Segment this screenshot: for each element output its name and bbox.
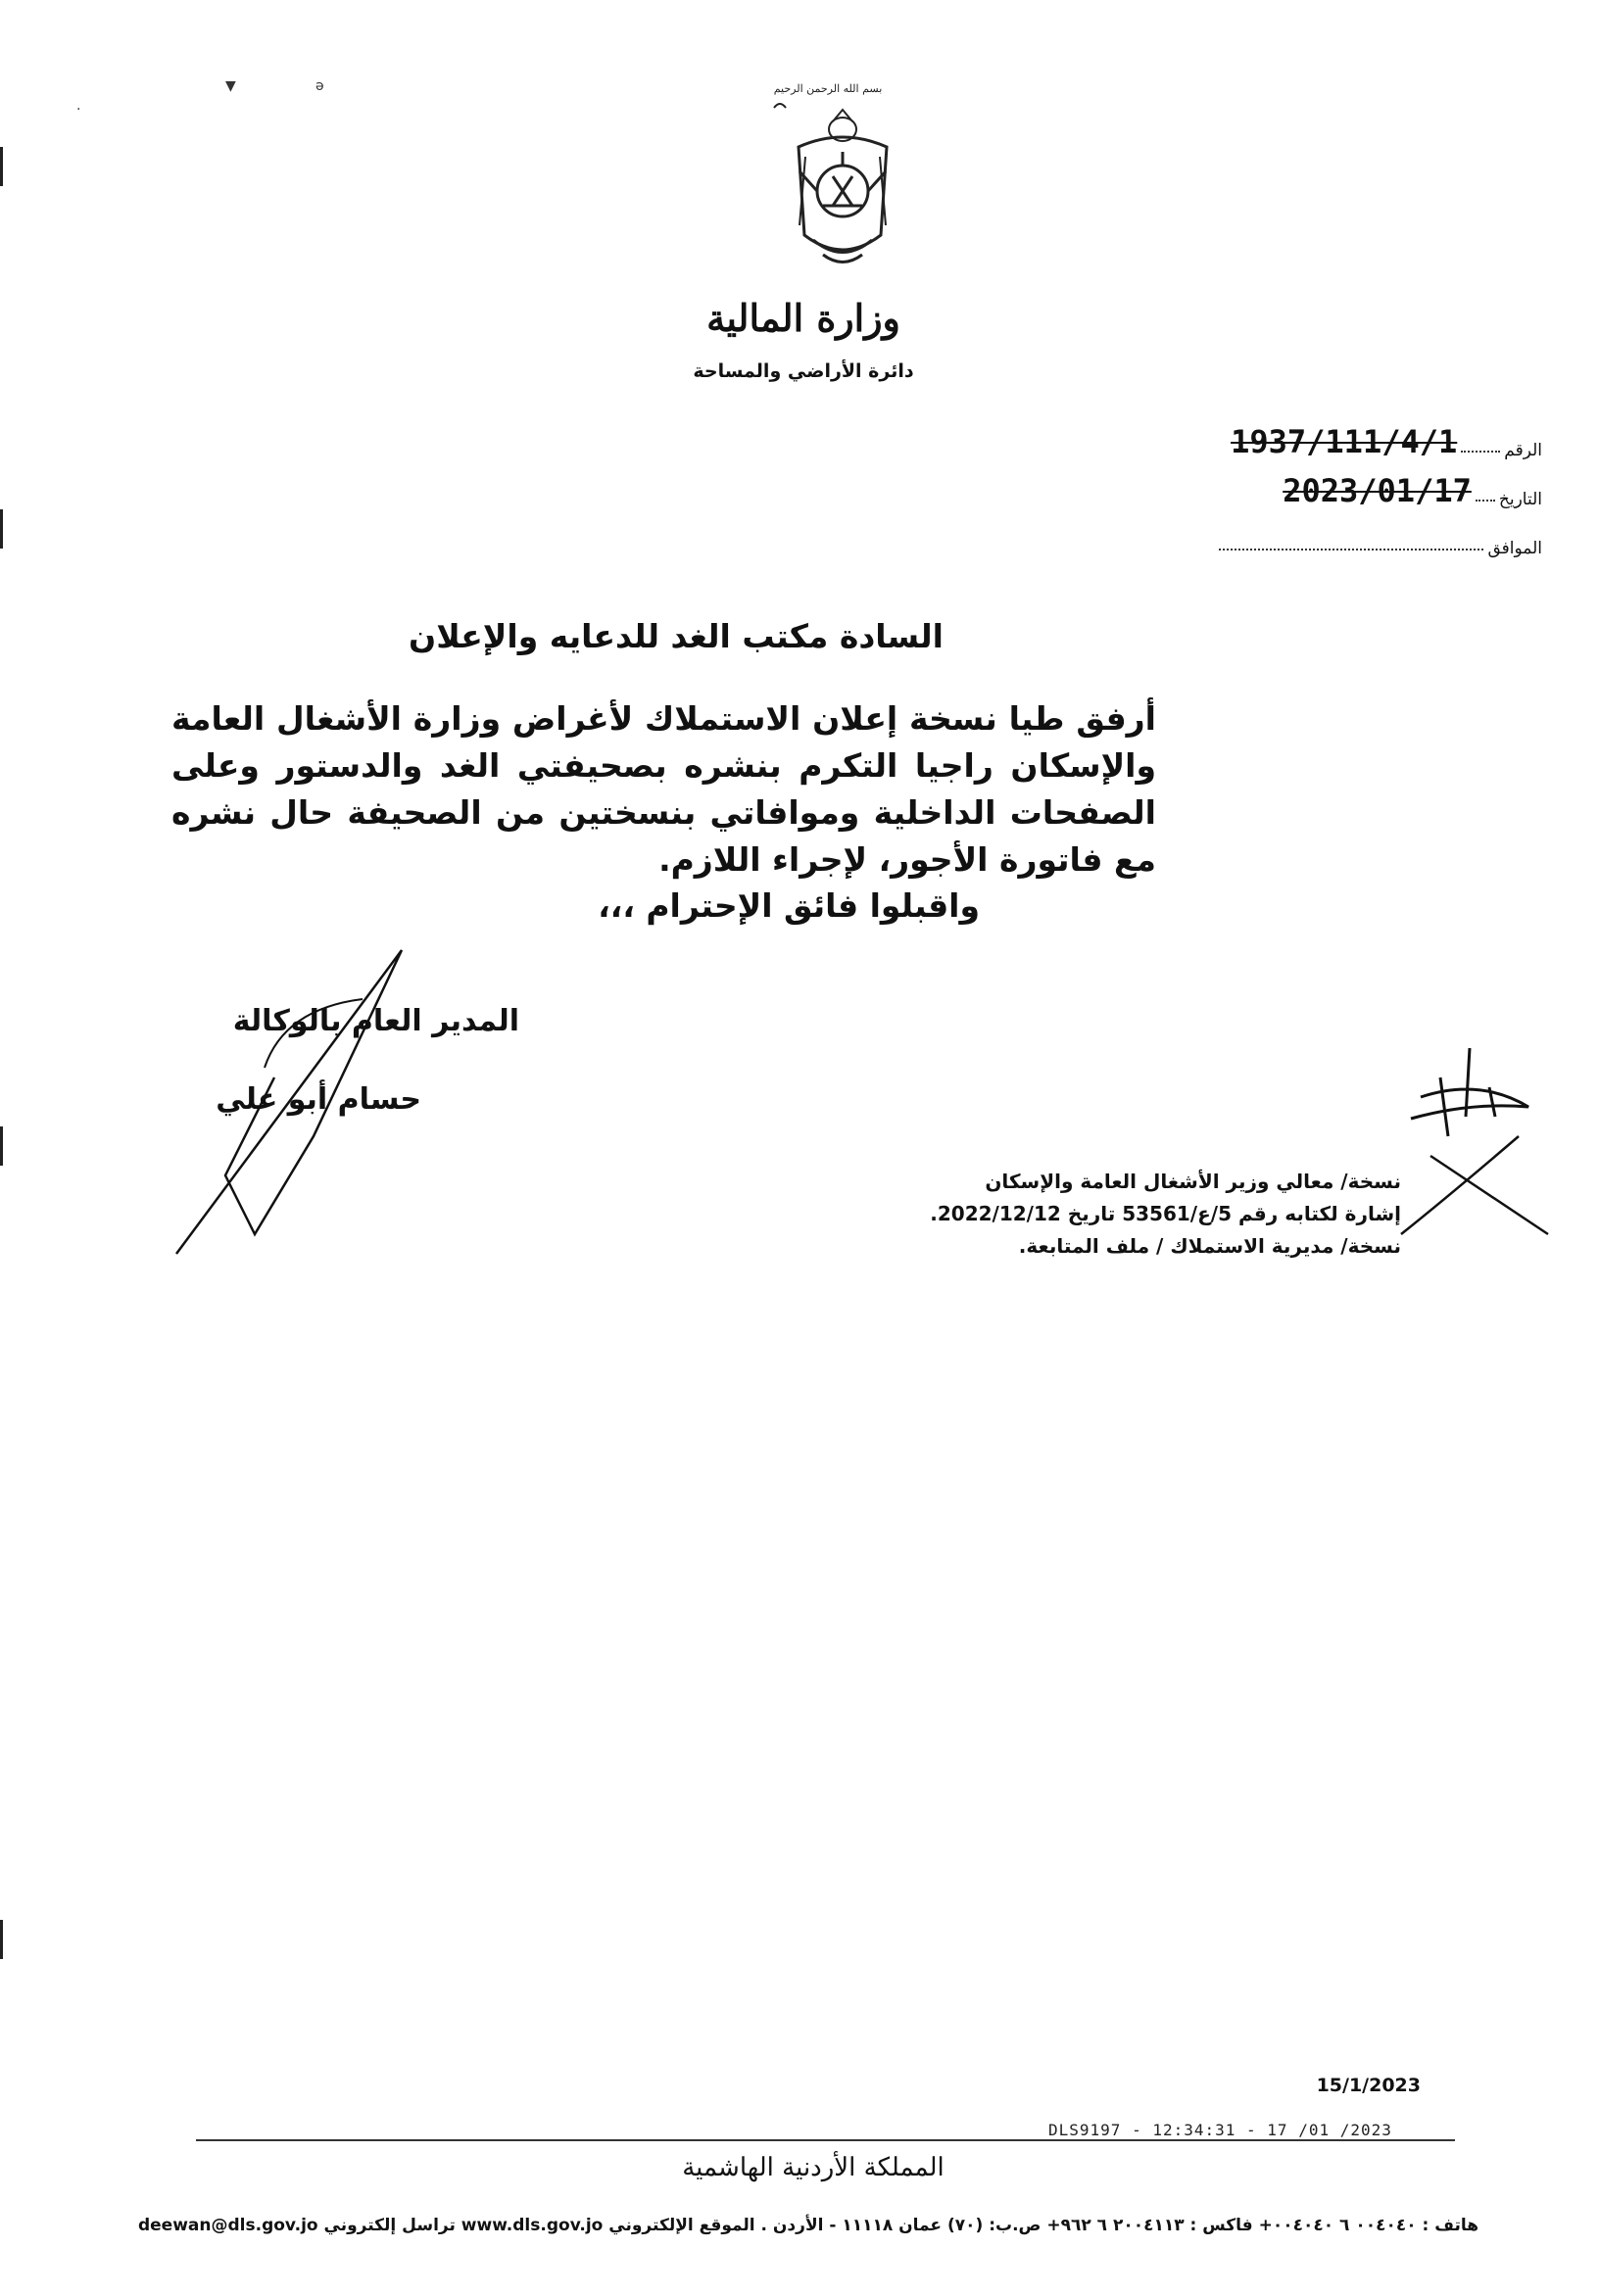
copies-list bbox=[774, 1166, 1401, 1263]
signer-title: المدير العام بالوكالة bbox=[232, 1004, 519, 1038]
copy-line: نسخة/ مديرية الاستملاك / ملف المتابعة. bbox=[1018, 1234, 1401, 1258]
reference-hijri-label: الموافق bbox=[1487, 539, 1542, 558]
reference-date-label: التاريخ bbox=[1498, 490, 1542, 509]
copy-line: إشارة لكتابه رقم 5/ع/53561 تاريخ 2022/12/12. bbox=[930, 1202, 1401, 1225]
document-stamp: DLS9197 - 12:34:31 - 17 /01 /2023 bbox=[1048, 2121, 1392, 2139]
letter-body: أرفق طيا نسخة إعلان الاستملاك لأغراض وزارة الأشغال العامة والإسكان راجيا التكرم بنشره بصحيفتي الغد والدستور وعلى الصفحات الداخلية وموافاتي بنسختين من الصحيفة حال نشره مع فاتورة الأجور، لإجراء اللازم. bbox=[171, 699, 1156, 879]
footer-divider bbox=[196, 2139, 1455, 2141]
kingdom-name: المملكة الأردنية الهاشمية bbox=[682, 2153, 945, 2182]
scan-speck: · bbox=[76, 102, 81, 118]
reference-hijri-row bbox=[1215, 519, 1542, 558]
reference-number-value: 1937/111/4/1 bbox=[1231, 423, 1458, 460]
letter-closing: واقبلوا فائق الإحترام ،،، bbox=[598, 886, 980, 925]
ministry-name: وزارة المالية bbox=[706, 296, 900, 340]
reference-date-row bbox=[1283, 470, 1542, 509]
scan-speck: ə bbox=[315, 78, 324, 94]
copy-line: نسخة/ معالي وزير الأشغال العامة والإسكان bbox=[985, 1170, 1401, 1193]
scan-edge-mark bbox=[0, 147, 3, 186]
contact-info: هاتف : ٠٠٤٠٤٠ ٦ ٠٠٤٠٤٠+ فاكس : ٢٠٠٤١١٣ ٦ ٩٦٢+ ص.ب: (٧٠) عمان ١١١١٨ - الأردن . الموقع الإلكتروني www.dls.gov.jo تراسل إلكتروني deewan@dls.gov.jo bbox=[137, 2216, 1479, 2235]
initials-signature-icon bbox=[1391, 1038, 1587, 1254]
signer-name: حسام أبو علي bbox=[216, 1082, 421, 1117]
department-name: دائرة الأراضي والمساحة bbox=[693, 360, 914, 382]
scan-edge-mark bbox=[0, 509, 3, 549]
addressee: السادة مكتب الغد للدعايه والإعلان bbox=[409, 617, 944, 655]
dotted-line bbox=[1219, 548, 1483, 550]
basmala-text: بسم الله الرحمن الرحيم bbox=[773, 82, 883, 95]
dotted-line bbox=[1476, 499, 1495, 502]
print-date: 15/1/2023 bbox=[1316, 2075, 1421, 2096]
reference-number-label: الرقم bbox=[1504, 441, 1542, 460]
scan-edge-mark bbox=[0, 1126, 3, 1166]
coat-of-arms-icon bbox=[754, 78, 901, 284]
scan-edge-mark bbox=[0, 1920, 3, 1959]
reference-number-row bbox=[1231, 421, 1542, 460]
reference-date-value: 2023/01/17 bbox=[1283, 472, 1472, 509]
scan-speck: ▼ bbox=[225, 78, 236, 94]
handwritten-signature-icon bbox=[167, 940, 480, 1264]
dotted-line bbox=[1461, 450, 1500, 453]
